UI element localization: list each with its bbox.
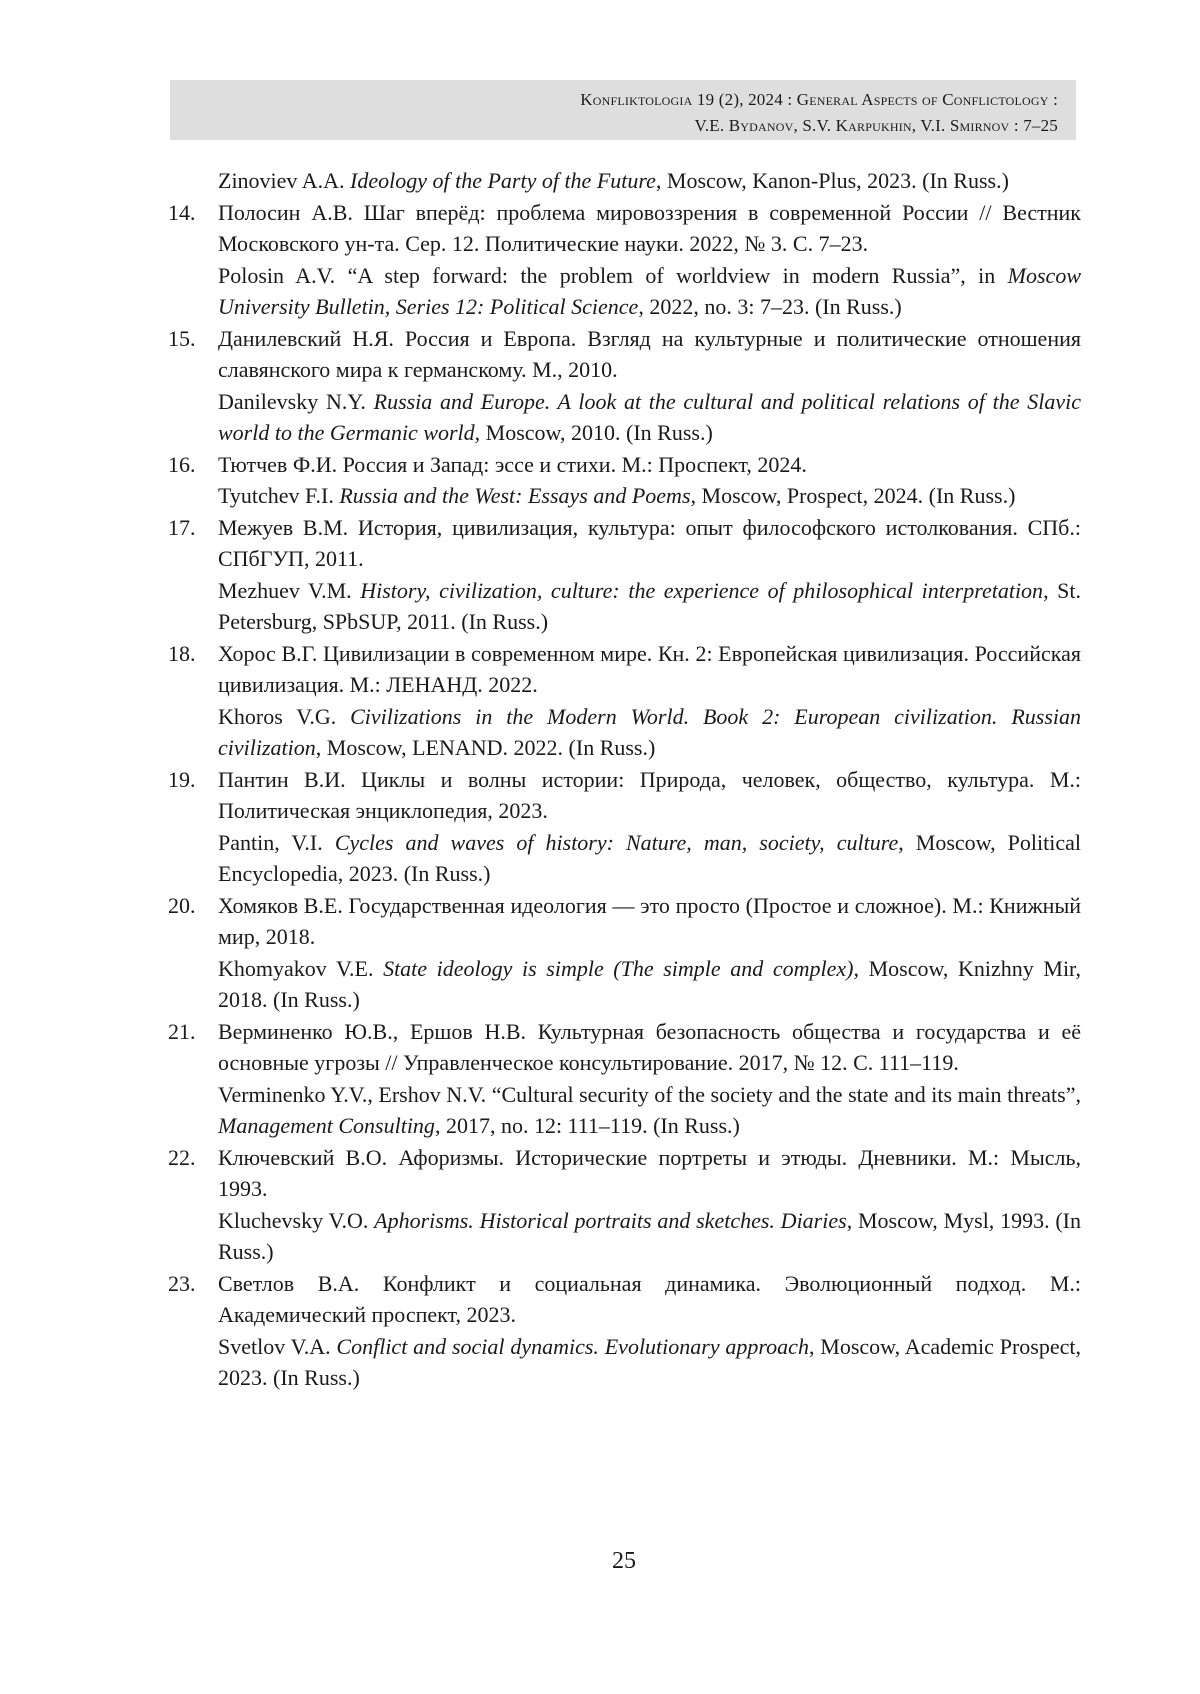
reference-title: State ideology is simple (The simple and complex) (383, 955, 854, 981)
reference-details: , Moscow, Academic Prospect, 2023. (In Russ.) (218, 1333, 1081, 1390)
reference-english (218, 260, 1081, 323)
reference-number: 20. (168, 892, 196, 918)
reference-title: Civilizations in the Modern World. Book 2: European civilization. Russian civilization (218, 703, 1081, 760)
reference-authors: Verminenko Y.V., Ershov N.V. “Cultural security of the society and the state and its main threats”, (218, 1081, 1081, 1107)
reference-title: Russia and the West: Essays and Poems (339, 483, 691, 508)
reference-details: , St. Petersburg, SPbSUP, 2011. (In Russ.) (218, 577, 1081, 634)
reference-title: Aphorisms. Historical portraits and sketches. Diaries (374, 1207, 847, 1233)
reference-number: 16. (168, 451, 196, 477)
reference-details: , Moscow, Prospect, 2024. (In Russ.) (690, 483, 1016, 508)
reference-english (218, 953, 1081, 1016)
reference-english (218, 1205, 1081, 1268)
reference-number: 23. (168, 1270, 196, 1296)
reference-russian: Межуев В.М. История, цивилизация, культура: опыт философского истолкования. СПб.: СПбГУП, 2011. (218, 514, 1081, 571)
reference-russian: Полосин А.В. Шаг вперёд: проблема мировоззрения в современной России // Вестник Московского ун-та. Сер. 12. Политические науки. 2022, № 3. С. 7–23. (218, 199, 1081, 256)
reference-item (168, 449, 1081, 512)
reference-item (168, 1268, 1081, 1394)
reference-russian: Светлов В.А. Конфликт и социальная динамика. Эволюционный подход. М.: Академический проспект, 2023. (218, 1270, 1081, 1327)
reference-russian: Ключевский В.О. Афоризмы. Исторические портреты и этюды. Дневники. М.: Мысль, 1993. (218, 1144, 1081, 1201)
reference-english (218, 1079, 1081, 1142)
reference-russian: Тютчев Ф.И. Россия и Запад: эссе и стихи. М.: Проспект, 2024. (218, 451, 807, 477)
reference-item (168, 512, 1081, 638)
reference-title: Conflict and social dynamics. Evolutionary approach (336, 1333, 809, 1359)
reference-number: 14. (168, 199, 196, 225)
reference-russian: Хомяков В.Е. Государственная идеология — это просто (Простое и сложное). М.: Книжный мир, 2018. (218, 892, 1081, 949)
reference-number: 21. (168, 1018, 196, 1044)
reference-details: , 2017, no. 12: 111–119. (In Russ.) (434, 1113, 740, 1138)
reference-russian: Хорос В.Г. Цивилизации в современном мире. Кн. 2: Европейская цивилизация. Российская цивилизация. М.: ЛЕНАНД. 2022. (218, 640, 1081, 697)
reference-item (168, 1016, 1081, 1142)
reference-authors: Tyutchev F.I. (218, 483, 340, 508)
reference-details: , Moscow, Kanon-Plus, 2023. (In Russ.) (655, 168, 1009, 193)
reference-russian: Пантин В.И. Циклы и волны истории: Природа, человек, общество, культура. М.: Политическая энциклопедия, 2023. (218, 766, 1081, 823)
reference-item (168, 323, 1081, 449)
reference-details: , Moscow, Political Encyclopedia, 2023. (In Russ.) (218, 829, 1081, 886)
reference-number: 15. (168, 325, 196, 351)
reference-authors: Danilevsky N.Y. (218, 388, 374, 414)
reference-authors: Polosin A.V. “A step forward: the problem of worldview in modern Russia”, in (218, 262, 1008, 288)
running-header-line-1: Konfliktologia 19 (2), 2024 : General Aspects of Conflictology : (580, 90, 1058, 109)
reference-item (168, 197, 1081, 323)
reference-details: , Moscow, 2010. (In Russ.) (474, 420, 713, 445)
reference-details: , Moscow, Mysl, 1993. (In Russ.) (218, 1207, 1081, 1264)
reference-title: History, civilization, culture: the experience of philosophical interpretation (360, 577, 1044, 603)
reference-continuation (168, 165, 1081, 197)
reference-authors: Khoros V.G. (218, 703, 351, 729)
reference-authors: Pantin, V.I. (218, 829, 335, 855)
reference-russian: Верминенко Ю.В., Ершов Н.В. Культурная безопасность общества и государства и её основные угрозы // Управленческое консультирование. 2017, № 12. С. 111–119. (218, 1018, 1081, 1075)
running-header (170, 80, 1076, 140)
page-number: 25 (612, 1548, 636, 1574)
reference-item (168, 764, 1081, 890)
reference-item (168, 1142, 1081, 1268)
reference-title: Russia and Europe. A look at the cultural and political relations of the Slavic world to the Germanic world (218, 388, 1081, 445)
reference-number: 22. (168, 1144, 196, 1170)
reference-english (218, 827, 1081, 890)
reference-english (218, 480, 1081, 512)
running-header-line-2: V.E. Bydanov, S.V. Karpukhin, V.I. Smirnov : 7–25 (694, 116, 1058, 135)
reference-authors: Khomyakov V.E. (218, 955, 384, 981)
reference-title: Cycles and waves of history: Nature, man, society, culture (334, 829, 899, 855)
reference-english (218, 165, 1081, 197)
reference-title: Moscow University Bulletin, Series 12: Political Science (218, 262, 1081, 319)
reference-title: Management Consulting (218, 1113, 435, 1138)
reference-authors: Svetlov V.A. (218, 1333, 337, 1359)
reference-authors: Mezhuev V.M. (218, 577, 361, 603)
reference-details: , Moscow, LENAND. 2022. (In Russ.) (315, 735, 656, 760)
reference-number: 19. (168, 766, 196, 792)
reference-list (168, 165, 1081, 1394)
reference-number: 18. (168, 640, 196, 666)
reference-english (218, 386, 1081, 449)
reference-details: , Moscow, Knizhny Mir, 2018. (In Russ.) (218, 955, 1082, 1012)
reference-authors: Kluchevsky V.O. (218, 1207, 375, 1233)
reference-english (218, 1331, 1081, 1394)
reference-item (168, 638, 1081, 764)
reference-authors: Zinoviev A.A. (218, 168, 350, 193)
reference-title: Ideology of the Party of the Future (350, 168, 656, 193)
reference-russian: Данилевский Н.Я. Россия и Европа. Взгляд на культурные и политические отношения славянского мира к германскому. М., 2010. (218, 325, 1081, 382)
reference-number: 17. (168, 514, 196, 540)
reference-english (218, 575, 1081, 638)
reference-details: , 2022, no. 3: 7–23. (In Russ.) (638, 294, 902, 319)
reference-english (218, 701, 1081, 764)
reference-item (168, 890, 1081, 1016)
